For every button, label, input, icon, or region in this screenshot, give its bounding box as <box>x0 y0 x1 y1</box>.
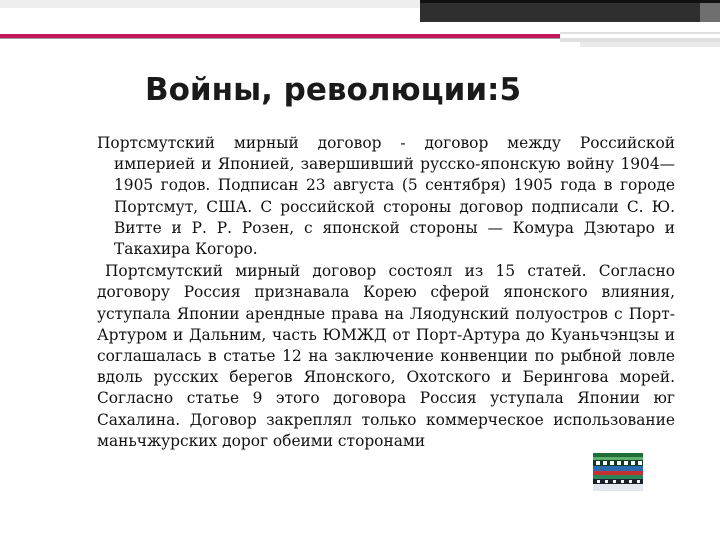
top-dark-band <box>420 0 710 22</box>
paragraph-treaty-terms: Портсмутский мирный договор состоял из 15 статей. Согласно договору Россия признавала Корею сферой японского влияния, уступала Японии арендные права на Ляодунский полуостров с Порт-Артуром и Дальним, часть ЮМЖД от Порт-Артура до Куаньчэнцзы и соглашалась в статье 12 на заключение конвенции по рыбной ловле вдоль русских берегов Японского, Охотского и Берингова морей. Согласно статье 9 этого договора Россия уступала Японии юг Сахалина. Договор закреплял только коммерческое использование маньчжурских дорог обеими сторонами <box>97 262 675 450</box>
top-dark-band-edge <box>700 0 720 22</box>
paragraph-treaty-summary: Портсмутский мирный договор - договор между Российской империей и Японией, завершивший русско-японскую войну 1904—1905 годов. Подписан 23 августа (5 сентября) 1905 года в городе Портсмут, США. С российской стороны договор подписали С. Ю. Витте и Р. Р. Розен, с японской стороны — Комура Дзютаро и Такахира Когоро. <box>97 134 675 259</box>
slide-thumbnail-icon <box>593 453 643 491</box>
slide-body <box>97 133 675 452</box>
slide-title: Войны, революции:5 <box>145 72 522 108</box>
accent-pale-block-lower <box>580 42 720 47</box>
accent-white-gap <box>560 34 720 38</box>
top-dark-line <box>420 0 720 3</box>
